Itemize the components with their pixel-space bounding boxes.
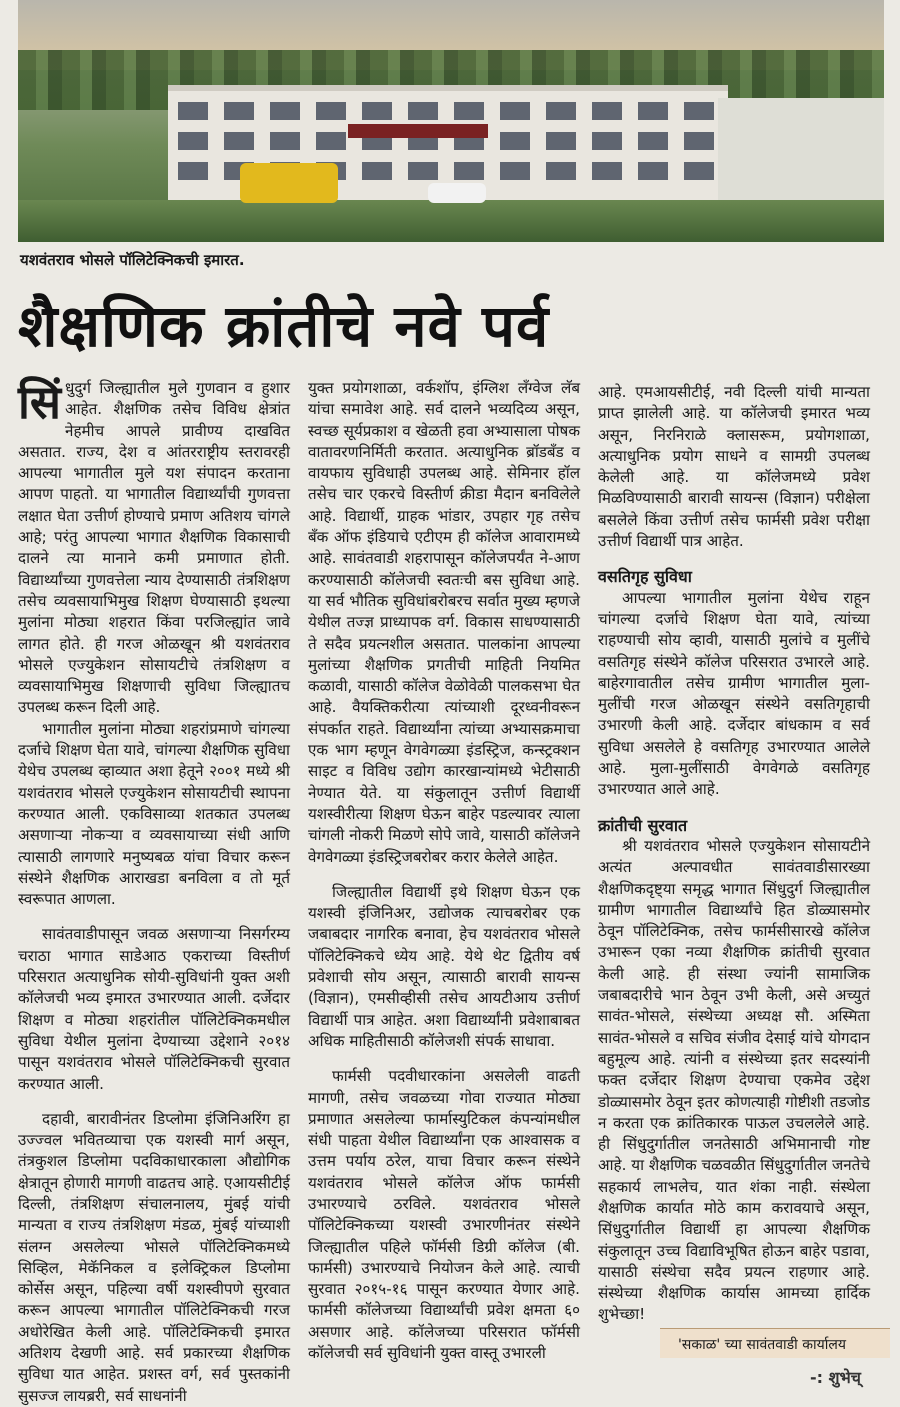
building-photo	[18, 0, 884, 242]
column-2	[308, 378, 580, 1364]
paragraph: श्री यशवंतराव भोसले एज्युकेशन सोसायटीने अत्यंत अल्पावधीत सावंतवाडीसारख्या शैक्षणिकदृष्ट्या समृद्ध भागात सिंधुदुर्ग जिल्ह्यातील ग्रामीण भागातील विद्यार्थ्यांचे हित डोळ्यासमोर ठेवून पॉलिटेक्निक, तसेच फार्मसीसारखे कॉलेज उभारून एका नव्या शैक्षणिक क्रांतीची सुरवात केली आहे. ही संस्था ज्यांनी सामाजिक जबाबदारीचे भान ठेवून उभी केली, असे अच्युतं सावंत-भोसले, संस्थेच्या अध्यक्ष सौ. अस्मिता सावंत-भोसले व सचिव संजीव देसाई यांचे योगदान बहुमूल्य आहे. त्यांनी व संस्थेच्या इतर सदस्यांनी फक्त दर्जेदार शिक्षण देण्याचा एकमेव उद्देश डोळ्यासमोर ठेवून इतर कोणत्याही गोष्टीशी तडजोड न करता एक क्रांतिकारक पाऊल उचललेले आहे. ही सिंधुदुर्गातील जनतेसाठी अभिमानाची गोष्ट आहे. या शैक्षणिक चळवळीत सिंधुदुर्गातील जनतेचे सहकार्य लाभलेच, यात शंका नाही. संस्थेला शैक्षणिक कार्यात मोठे काम करावयाचे असून, सिंधुदुर्गातील विद्यार्थी हा आपल्या शैक्षणिक संकुलातून उच्च विद्याविभूषित होऊन बाहेर पडावा, यासाठी संस्थेचा सदैव प्रयत्न राहणार आहे. संस्थेच्या शैक्षणिक कार्यास आमच्या हार्दिक शुभेच्छा!	[598, 836, 870, 1324]
column-3	[598, 382, 870, 1326]
headline: शैक्षणिक क्रांतीचे नवे पर्व	[18, 292, 550, 360]
paragraph: सावंतवाडीपासून जवळ असणाऱ्या निसर्गरम्य चराठा भागात साडेआठ एकराच्या विस्तीर्ण परिसरात अत्याधुनिक सोयी-सुविधांनी युक्त अशी कॉलेजची भव्य इमारत उभारण्यात आली. दर्जेदार शिक्षण व मोठ्या शहरांतील पॉलिटेक्निकमधील सुविधा येथील मुलांना देण्याच्या उद्देशाने २०१४ पासून यशवंतराव भोसले पॉलिटेक्निकची सुरवात करण्यात आली.	[18, 925, 290, 1093]
subheading: वसतिगृह सुविधा	[598, 567, 692, 587]
paragraph: फार्मसी पदवीधारकांना असलेली वाढती मागणी, तसेच जवळच्या गोवा राज्यात मोठ्या प्रमाणात असलेल्या फार्मास्युटिकल कंपन्यांमधील संधी पाहता येथील विद्यार्थ्यांना एक आश्वासक व उत्तम पर्याय ठरेल, याचा विचार करून संस्थेने यशवंतराव भोसले कॉलेज ऑफ फार्मसी उभारण्याचे ठरविले. यशवंतराव भोसले पॉलिटेक्निकच्या यशस्वी उभारणीनंतर संस्थेने जिल्ह्यातील पहिले फॉर्मसी डिग्री कॉलेज (बी. फार्मसी) उभारण्याचे नियोजन केले आहे. त्याची सुरवात २०१५-१६ पासून करण्यात येणार आहे. फार्मसी कॉलेजच्या विद्यार्थ्यांची प्रवेश क्षमता ६० असणार आहे. कॉलेजच्या परिसरात फॉर्मसी कॉलेजची सर्व सुविधांनी युक्त वास्तू उभारली	[308, 1067, 580, 1363]
subheading: क्रांतीची सुरवात	[598, 815, 688, 835]
drop-cap: सिं	[18, 375, 62, 429]
footer-signature: -: शुभेच्	[810, 1368, 861, 1387]
paragraph: आहे. एमआयसीटीई, नवी दिल्ली यांची मान्यता प्राप्त झालेली आहे. या कॉलेजची इमारत भव्य असून, निरनिराळे क्लासरूम, प्रयोगशाळा, अत्याधुनिक प्रयोग साधने व सामग्री उपलब्ध केलेली आहे. या कॉलेजमध्ये प्रवेश मिळविण्यासाठी बारावी सायन्स (विज्ञान) परीक्षेला बसलेले किंवा उत्तीर्ण तसेच फार्मसी प्रवेश परीक्षा उत्तीर्ण विद्यार्थी पात्र आहेत.	[598, 383, 870, 551]
column-1	[18, 375, 290, 1407]
photo-caption: यशवंतराव भोसले पॉलिटेक्निकची इमारत.	[20, 251, 245, 269]
paragraph: धुदुर्ग जिल्ह्यातील मुले गुणवान व हुशार आहेत. शैक्षणिक तसेच विविध क्षेत्रांत नेहमीच आपले प्रावीण्य दाखवित असतात. राज्य, देश व आंतरराष्ट्रीय स्तरावरही आपल्या भागातील मुले यश संपादन करताना आपण पाहतो. या भागातील विद्यार्थ्यांची गुणवत्ता लक्षात घेता उत्तीर्ण होण्याचे प्रमाण अतिशय चांगले आहे; परंतु आपल्या भागात शैक्षणिक विकासाची दालने त्या मानाने कमी प्रमाणात होती. विद्यार्थ्यांच्या गुणवत्तेला न्याय देण्यासाठी तंत्रशिक्षण तसेच व्यवसायाभिमुख शिक्षण घेण्यासाठी इथल्या मुलांना मोठ्या शहरात किंवा परजिल्ह्यांत जावे लागत होते. ही गरज ओळखून श्री यशवंतराव भोसले एज्युकेशन सोसायटीचे तंत्रशिक्षण व व्यवसायाभिमुख शिक्षणाची सुविधा जिल्ह्यातच उपलब्ध करून दिली आहे.	[18, 379, 290, 717]
car-image	[428, 183, 486, 203]
paragraph: भागातील मुलांना मोठ्या शहरांप्रमाणे चांगल्या दर्जाचे शिक्षण घेता यावे, चांगल्या शैक्षणिक सुविधा येथेच उपलब्ध व्हाव्यात अशा हेतूने २००१ मध्ये श्री यशवंतराव भोसले एज्युकेशन सोसायटीची स्थापना करण्यात आली. एकविसाव्या शतकात उपलब्ध असणाऱ्या नोकऱ्या व व्यवसायाच्या संधी आणि त्यासाठी लागणारे मनुष्यबळ यांचा विचार करून संस्थेने शैक्षणिक आराखडा बनविला व तो मूर्त स्वरूपात आणला.	[18, 719, 290, 909]
bus-image	[240, 163, 338, 203]
paragraph: दहावी, बारावीनंतर डिप्लोमा इंजिनिअरिंग हा उज्ज्वल भवितव्याचा एक यशस्वी मार्ग असून, तंत्रकुशल डिप्लोमा पदविकाधारकाला औद्योगिक क्षेत्रातून होणारी मागणी वाढतच आहे. एआयसीटीई दिल्ली, तंत्रशिक्षण संचालनालय, मुंबई यांची मान्यता व राज्य तंत्रशिक्षण मंडळ, मुंबई यांच्याशी संलग्न असलेल्या भोसले पॉलिटेक्निकमध्ये सिव्हिल, मेकॅनिकल व इलेक्ट्रिकल डिप्लोमा कोर्सेस असून, पहिल्या वर्षी यशस्वीपणे सुरवात करून आपल्या भागातील पॉलिटेक्निकची गरज अधोरेखित केली आहे. पॉलिटेक्निकची इमारत अतिशय देखणी आहे. सर्व प्रकारच्या शैक्षणिक सुविधा यात आहेत. प्रशस्त वर्ग, सर्व पुस्तकांनी सुसज्ज लायब्ररी, सर्व साधनांनी	[18, 1109, 290, 1405]
footer-box: 'सकाळ' च्या सावंतवाडी कार्यालय	[660, 1328, 890, 1358]
paragraph: युक्त प्रयोगशाळा, वर्कशॉप, इंग्लिश लॅंग्वेज लॅब यांचा समावेश आहे. सर्व दालने भव्यदिव्य असून, स्वच्छ सूर्यप्रकाश व खेळती हवा अभ्यासाला पोषक वातावरणनिर्मिती करतात. अत्याधुनिक ब्रॉडबॅंड व वायफाय सुविधाही उपलब्ध आहे. सेमिनार हॉल तसेच चार एकरचे विस्तीर्ण क्रीडा मैदान बनविलेले आहे. विद्यार्थी, ग्राहक भांडार, उपहार गृह तसेच बॅंक ऑफ इंडियाचे एटीएम ही कॉलेज आवारामध्ये आहे. सावंतवाडी शहरापासून कॉलेजपर्यंत ने-आण करण्यासाठी कॉलेजची स्वतःची बस सुविधा आहे. या सर्व भौतिक सुविधांबरोबरच सर्वात मुख्य म्हणजे येथील तज्ज्ञ प्राध्यापक वर्ग. विकास साधण्यासाठी ते सदैव प्रयत्नशील असतात. पालकांना आपल्या मुलांच्या शैक्षणिक प्रगतीची माहिती नियमित कळावी, यासाठी कॉलेज वेळोवेळी पालकसभा घेत आहे. वैयक्तिकरीत्या त्यांच्याशी दूरध्वनीवरून संपर्कात राहते. विद्यार्थ्यांना त्यांच्या अभ्यासक्रमाचा एक भाग म्हणून वेगवेगळ्या इंडस्ट्रिज, कन्स्ट्रक्शन साइट व विविध उद्योग कारखान्यांमध्ये भेटीसाठी नेण्यात येते. या संकुलातून उत्तीर्ण विद्यार्थी यशस्वीरीत्या शिक्षण घेऊन बाहेर पडल्यावर त्याला चांगली नोकरी मिळणे सोपे जावे, यासाठी कॉलेजने वेगवेगळ्या इंडस्ट्रिजबरोबर करार केलेले आहेत.	[308, 379, 580, 866]
paragraph: जिल्ह्यातील विद्यार्थी इथे शिक्षण घेऊन एक यशस्वी इंजिनिअर, उद्योजक त्याचबरोबर एक जबाबदार नागरिक बनावा, हेच यशवंतराव भोसले पॉलिटेक्निकचे ध्येय आहे. येथे थेट द्वितीय वर्ष प्रवेशाची सोय असून, त्यासाठी बारावी सायन्स (विज्ञान), एमसीव्हीसी तसेच आयटीआय उत्तीर्ण विद्यार्थी पात्र आहेत. अशा विद्यार्थ्यांनी प्रवेशाबाबत अधिक माहितीसाठी कॉलेजशी संपर्क साधावा.	[308, 882, 580, 1050]
paragraph: आपल्या भागातील मुलांना येथेच राहून चांगल्या दर्जाचे शिक्षण घेता यावे, त्यांच्या राहण्याची सोय व्हावी, यासाठी मुलांचे व मुलींचे वसतिगृह संस्थेने कॉलेज परिसरात उभारले आहे. बाहेरगावातील तसेच ग्रामीण भागातील मुला-मुलींची गरज ओळखून संस्थेने वसतिगृहाची उभारणी केली आहे. दर्जेदार बांधकाम व सर्व सुविधा असलेले हे वसतिगृह उभारण्यात आलेले आहे. मुला-मुलींसाठी वेगवेगळे वसतिगृह उभारण्यात आले आहे.	[598, 588, 870, 799]
